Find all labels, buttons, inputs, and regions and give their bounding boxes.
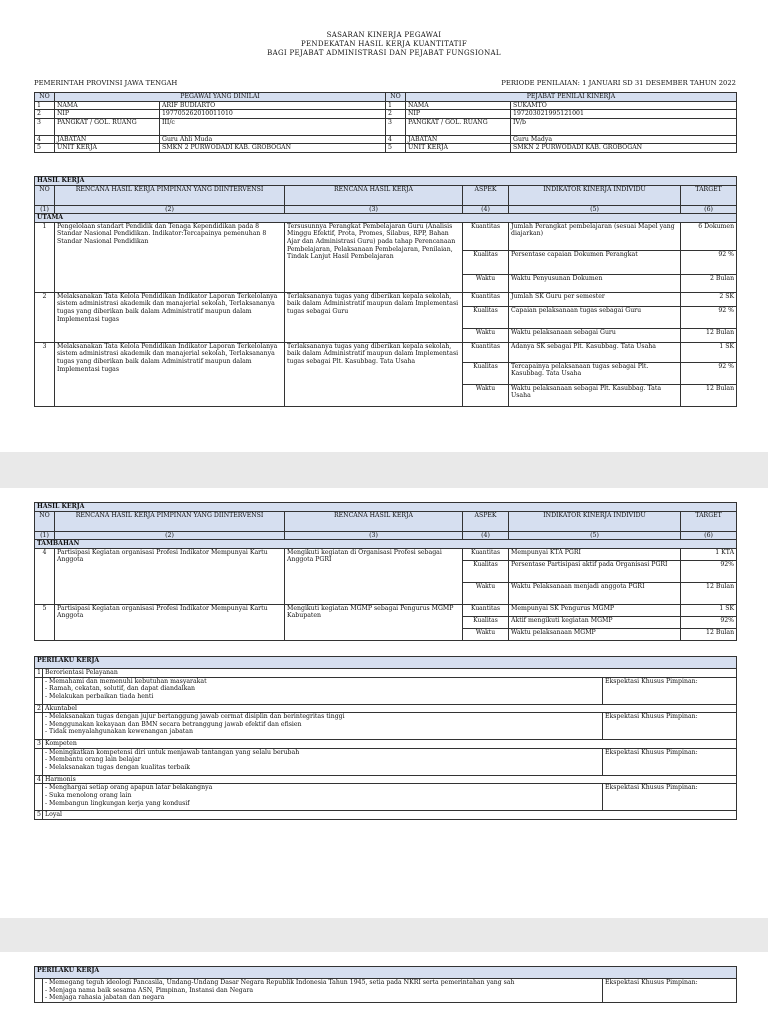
col-number: (1)	[35, 205, 55, 214]
col-number: (5)	[509, 205, 681, 214]
perilaku-point: - Menggunakan kekayaan dan BMN secara betranggung jawab efektif dan efisien	[45, 720, 302, 728]
row-no: 2	[35, 292, 55, 342]
aspek-cell: Kualitas	[463, 616, 509, 628]
penilai-value: IV/b	[511, 118, 737, 135]
target-cell: 12 Bulan	[681, 328, 737, 342]
perilaku-point: - Memahami dan memenuhi kebutuhan masyarakat	[45, 677, 207, 685]
identity-row	[35, 110, 737, 119]
penilai-value: 197203021995121001	[511, 110, 737, 119]
row-no: 3	[35, 118, 55, 135]
section-perilaku	[35, 657, 737, 669]
aspek-cell: Kuantitas	[463, 342, 509, 362]
perilaku-points	[43, 979, 603, 1003]
rhk-cell: Mengikuti kegiatan di Organisasi Profesi sebagai Anggota PGRI	[285, 548, 463, 604]
col-no: NO	[35, 185, 55, 205]
col-rhk: RENCANA HASIL KERJA	[285, 511, 463, 531]
target-cell: 92 %	[681, 250, 737, 274]
identity-row	[35, 144, 737, 153]
rhk-pimpinan-cell: Partisipasi Kegiatan organisasi Profesi Indikator Mempunyai Kartu Anggota	[55, 604, 285, 640]
row-no: 3	[386, 118, 406, 135]
perilaku-item	[35, 704, 737, 713]
col-number: (1)	[35, 531, 55, 540]
section-perilaku	[35, 967, 737, 979]
page-gap	[0, 918, 768, 952]
col-pegawai: PEGAWAI YANG DINILAI	[55, 93, 386, 102]
col-indikator: INDIKATOR KINERJA INDIVIDU	[509, 511, 681, 531]
aspek-cell: Kuantitas	[463, 292, 509, 306]
col-rhk-pimpinan: RENCANA HASIL KERJA PIMPINAN YANG DIINTERVENSI	[55, 185, 285, 205]
col-aspek: ASPEK	[463, 511, 509, 531]
row-label: NIP	[406, 110, 511, 119]
row-label: JABATAN	[406, 135, 511, 144]
page-2	[0, 488, 768, 918]
page-gap	[0, 452, 768, 488]
perilaku-points	[43, 784, 603, 811]
table-row	[35, 548, 737, 560]
perilaku-point: - Meningkatkan kompetensi diri untuk menjawab tantangan yang selalu berubah	[45, 748, 300, 756]
rhk-cell: Terlaksananya tugas yang diberikan kepala sekolah, baik dalam Administratif maupun dalam Implementasi tugas sebagai Plt. Kasubbag. Tata Usaha	[285, 342, 463, 406]
row-no: 4	[35, 135, 55, 144]
indikator-cell: Jumlah Perangkat pembelajaran (sesuai Mapel yang diajarkan)	[509, 222, 681, 250]
col-number: (3)	[285, 205, 463, 214]
section-title: HASIL KERJA	[35, 503, 737, 512]
indikator-cell: Tercapainya pelaksanaan tugas sebagai Plt. Kasubbag. Tata Usaha	[509, 362, 681, 384]
perilaku-name: Harmonis	[43, 775, 737, 784]
indikator-cell: Capaian pelaksanaan tugas sebagai Guru	[509, 306, 681, 328]
pegawai-value: 197705262010011010	[160, 110, 386, 119]
col-number: (2)	[55, 531, 285, 540]
row-no: 2	[35, 110, 55, 119]
col-number: (4)	[463, 205, 509, 214]
row-label: UNIT KERJA	[55, 144, 160, 153]
aspek-cell: Kualitas	[463, 250, 509, 274]
target-cell: 2 SK	[681, 292, 737, 306]
perilaku-no: 3	[35, 740, 43, 749]
perilaku-point: - Menghargai setiap orang apapun latar belakangnya	[45, 784, 213, 792]
indikator-cell: Mempunyai KTA PGRI	[509, 548, 681, 560]
aspek-cell: Kuantitas	[463, 604, 509, 616]
indikator-cell: Waktu pelaksanaan sebagai Plt. Kasubbag. Tata Usaha	[509, 384, 681, 406]
row-label: PANGKAT / GOL. RUANG	[406, 118, 511, 135]
penilai-value: SMKN 2 PURWODADI KAB. GROBOGAN	[511, 144, 737, 153]
section-label: UTAMA	[35, 214, 737, 223]
perilaku-kerja-table-continued	[34, 966, 737, 1003]
col-number: (4)	[463, 531, 509, 540]
section-tambahan	[35, 540, 737, 549]
document-header	[0, 0, 768, 58]
perilaku-detail	[35, 677, 737, 704]
indikator-cell: Adanya SK sebagai Plt. Kasubbag. Tata Usaha	[509, 342, 681, 362]
target-cell: 92%	[681, 616, 737, 628]
ekspektasi-label: Ekspektasi Khusus Pimpinan:	[603, 677, 737, 704]
rhk-pimpinan-cell: Melaksanakan Tata Kelola Pendidikan Indikator Laporan Terkelolanya sistem administrasi akademik dan manajerial sekolah, Terlaksananya tugas yang diberikan baik dalam Administratif maupun dalam Implementasi tugas	[55, 292, 285, 342]
target-cell: 1 SK	[681, 604, 737, 616]
indikator-cell: Waktu pelaksanaan MGMP	[509, 628, 681, 640]
row-no: 5	[386, 144, 406, 153]
row-no: 5	[35, 144, 55, 153]
perilaku-point: - Ramah, cekatan, solutif, dan dapat diandalkan	[45, 685, 196, 693]
perilaku-detail	[35, 713, 737, 740]
perilaku-point: - Suka menolong orang lain	[45, 791, 132, 799]
perilaku-no: 4	[35, 775, 43, 784]
table-row	[35, 222, 737, 250]
indikator-cell: Aktif mengikuti kegiatan MGMP	[509, 616, 681, 628]
perilaku-detail	[35, 979, 737, 1003]
perilaku-point: - Membangun lingkungan kerja yang kondusif	[45, 799, 190, 807]
ekspektasi-label: Ekspektasi Khusus Pimpinan:	[603, 713, 737, 740]
aspek-cell: Kualitas	[463, 560, 509, 582]
table-row	[35, 292, 737, 306]
indikator-cell: Waktu pelaksanaan sebagai Guru	[509, 328, 681, 342]
hasil-kerja-header	[35, 511, 737, 531]
target-cell: 1 SK	[681, 342, 737, 362]
ekspektasi-label: Ekspektasi Khusus Pimpinan:	[603, 979, 737, 1003]
identity-row	[35, 135, 737, 144]
ekspektasi-label: Ekspektasi Khusus Pimpinan:	[603, 784, 737, 811]
ekspektasi-label: Ekspektasi Khusus Pimpinan:	[603, 748, 737, 775]
table-row	[35, 604, 737, 616]
aspek-cell: Kuantitas	[463, 548, 509, 560]
perilaku-points	[43, 748, 603, 775]
rhk-cell: Mengikuti kegiatan MGMP sebagai Pengurus MGMP Kabupaten	[285, 604, 463, 640]
identity-table	[34, 92, 737, 153]
aspek-cell: Waktu	[463, 384, 509, 406]
perilaku-item	[35, 740, 737, 749]
section-hasil-kerja	[35, 177, 737, 186]
section-label: TAMBAHAN	[35, 540, 737, 549]
indikator-cell: Waktu Penyusunan Dokumen	[509, 274, 681, 292]
section-title: HASIL KERJA	[35, 177, 737, 186]
section-utama	[35, 214, 737, 223]
org-name: PEMERINTAH PROVINSI JAWA TENGAH	[34, 79, 178, 87]
perilaku-points	[43, 677, 603, 704]
perilaku-item	[35, 811, 737, 820]
target-cell: 92 %	[681, 362, 737, 384]
column-numbers	[35, 205, 737, 214]
identity-row	[35, 118, 737, 135]
row-no: 5	[35, 604, 55, 640]
aspek-cell: Kualitas	[463, 362, 509, 384]
rhk-cell: Terlaksananya tugas yang diberikan kepala sekolah, baik dalam Administratif maupun dalam Implementasi tugas sebagai Guru	[285, 292, 463, 342]
doc-subtitle: PENDEKATAN HASIL KERJA KUANTITATIF	[301, 40, 467, 48]
perilaku-kerja-table	[34, 656, 737, 820]
col-number: (3)	[285, 531, 463, 540]
aspek-cell: Waktu	[463, 328, 509, 342]
rhk-pimpinan-cell: Partisipasi Kegiatan organisasi Profesi Indikator Mempunyai Kartu Anggota	[55, 548, 285, 604]
perilaku-point: - Menjaga nama baik sesama ASN, Pimpinan, Instansi dan Negara	[45, 986, 254, 994]
perilaku-name: Loyal	[43, 811, 737, 820]
doc-title: SASARAN KINERJA PEGAWAI	[326, 31, 442, 39]
blank-cell	[35, 748, 43, 775]
indikator-cell: Persentase Partisipasi aktif pada Organisasi PGRI	[509, 560, 681, 582]
blank-cell	[35, 784, 43, 811]
hasil-kerja-header	[35, 185, 737, 205]
pegawai-value: SMKN 2 PURWODADI KAB. GROBOGAN	[160, 144, 386, 153]
perilaku-points	[43, 713, 603, 740]
perilaku-item	[35, 669, 737, 678]
doc-subtitle-2: BAGI PEJABAT ADMINISTRASI DAN PEJABAT FUNGSIONAL	[267, 49, 501, 57]
section-title: PERILAKU KERJA	[35, 657, 737, 669]
target-cell: 92 %	[681, 306, 737, 328]
row-no: 3	[35, 342, 55, 406]
meta-line	[34, 79, 736, 87]
row-label: JABATAN	[55, 135, 160, 144]
blank-cell	[35, 713, 43, 740]
row-label: NAMA	[406, 101, 511, 110]
penilai-value: Guru Madya	[511, 135, 737, 144]
pegawai-value: ARIF BUDIARTO	[160, 101, 386, 110]
row-label: UNIT KERJA	[406, 144, 511, 153]
perilaku-point: - Tidak menyalahgunakan kewenangan jabatan	[45, 728, 193, 736]
indikator-cell: Waktu Pelaksanaan menjadi anggota PGRI	[509, 582, 681, 604]
target-cell: 1 KTA	[681, 548, 737, 560]
perilaku-point: - Memegang teguh ideologi Pancasila, Undang-Undang Dasar Negara Republik Indonesia Tahun 1945, setia pada NKRI serta pemerintahan yang sah	[45, 979, 515, 986]
col-no: NO	[35, 511, 55, 531]
rhk-pimpinan-cell: Pengelolaan standart Pendidik dan Tenaga Kependidikan pada 8 Standar Nasional Pendidikan. Indikator:Tercapainya pemenuhan 8 Standar Nasional Pendidikan	[55, 222, 285, 292]
penilai-value: SUKAMTO	[511, 101, 737, 110]
aspek-cell: Kuantitas	[463, 222, 509, 250]
rhk-pimpinan-cell: Melaksanakan Tata Kelola Pendidikan Indikator Laporan Terkelolanya sistem administrasi akademik dan manajerial sekolah, Terlaksananya tugas yang diberikan baik dalam Administratif maupun dalam Implementasi tugas	[55, 342, 285, 406]
col-rhk: RENCANA HASIL KERJA	[285, 185, 463, 205]
col-aspek: ASPEK	[463, 185, 509, 205]
row-label: NAMA	[55, 101, 160, 110]
aspek-cell: Waktu	[463, 582, 509, 604]
indikator-cell: Persentase capaian Dokumen Perangkat	[509, 250, 681, 274]
col-number: (6)	[681, 205, 737, 214]
perilaku-point: - Melaksanakan tugas dengan kualitas terbaik	[45, 763, 191, 771]
row-label: PANGKAT / GOL. RUANG	[55, 118, 160, 135]
col-indikator: INDIKATOR KINERJA INDIVIDU	[509, 185, 681, 205]
column-numbers	[35, 531, 737, 540]
perilaku-point: - Melakukan perbaikan tiada henti	[45, 692, 154, 700]
perilaku-name: Akuntabel	[43, 704, 737, 713]
perilaku-no: 5	[35, 811, 43, 820]
col-rhk-pimpinan: RENCANA HASIL KERJA PIMPINAN YANG DIINTERVENSI	[55, 511, 285, 531]
perilaku-point: - Menjaga rahasia jabatan dan negara	[45, 994, 165, 1002]
aspek-cell: Kualitas	[463, 306, 509, 328]
target-cell: 12 Bulan	[681, 582, 737, 604]
target-cell: 6 Dokumen	[681, 222, 737, 250]
hasil-kerja-table	[34, 176, 737, 407]
col-penilai: PEJABAT PENILAI KINERJA	[406, 93, 737, 102]
page-3	[0, 952, 768, 1024]
identity-row	[35, 101, 737, 110]
indikator-cell: Jumlah SK Guru per semester	[509, 292, 681, 306]
section-hasil-kerja	[35, 503, 737, 512]
col-target: TARGET	[681, 511, 737, 531]
row-label: NIP	[55, 110, 160, 119]
row-no: 2	[386, 110, 406, 119]
perilaku-point: - Melaksanakan tugas dengan jujur bertanggung jawab cermat disiplin dan berintegritas tinggi	[45, 713, 345, 721]
perilaku-no: 2	[35, 704, 43, 713]
perilaku-name: Kompeten	[43, 740, 737, 749]
perilaku-detail	[35, 748, 737, 775]
target-cell: 92%	[681, 560, 737, 582]
col-number: (6)	[681, 531, 737, 540]
row-no: 4	[386, 135, 406, 144]
pegawai-value: Guru Ahli Muda	[160, 135, 386, 144]
page-1	[0, 0, 768, 452]
blank-cell	[35, 677, 43, 704]
table-row	[35, 342, 737, 362]
perilaku-no: 1	[35, 669, 43, 678]
target-cell: 12 Bulan	[681, 384, 737, 406]
row-no: 1	[35, 222, 55, 292]
col-number: (5)	[509, 531, 681, 540]
row-no: 1	[35, 101, 55, 110]
identity-header	[35, 93, 737, 102]
perilaku-item	[35, 775, 737, 784]
rhk-cell: Tersusunnya Perangkat Pembelajaran Guru (Analisis Minggu Efektif, Prota, Promes, Silabus, RPP, Bahan Ajar dan Administrasi Guru) pada tahap Perencanaan Pembelajaran, Pelaksanaan Pembelajaran, Penilaian, Tindak Lanjut Hasil Pembelajaran	[285, 222, 463, 292]
col-no: NO	[386, 93, 406, 102]
aspek-cell: Waktu	[463, 628, 509, 640]
row-no: 1	[386, 101, 406, 110]
row-no: 4	[35, 548, 55, 604]
target-cell: 12 Bulan	[681, 628, 737, 640]
perilaku-name: Berorientasi Pelayanan	[43, 669, 737, 678]
aspek-cell: Waktu	[463, 274, 509, 292]
hasil-kerja-tambahan-table	[34, 502, 737, 641]
perilaku-point: - Membantu orang lain belajar	[45, 756, 141, 764]
col-no: NO	[35, 93, 55, 102]
period: PERIODE PENILAIAN: 1 JANUARI SD 31 DESEMBER TAHUN 2022	[501, 79, 736, 87]
perilaku-detail	[35, 784, 737, 811]
indikator-cell: Mempunyai SK Pengurus MGMP	[509, 604, 681, 616]
col-number: (2)	[55, 205, 285, 214]
target-cell: 2 Bulan	[681, 274, 737, 292]
col-target: TARGET	[681, 185, 737, 205]
blank-cell	[35, 979, 43, 1003]
pegawai-value: III/c	[160, 118, 386, 135]
section-title: PERILAKU KERJA	[35, 967, 737, 979]
